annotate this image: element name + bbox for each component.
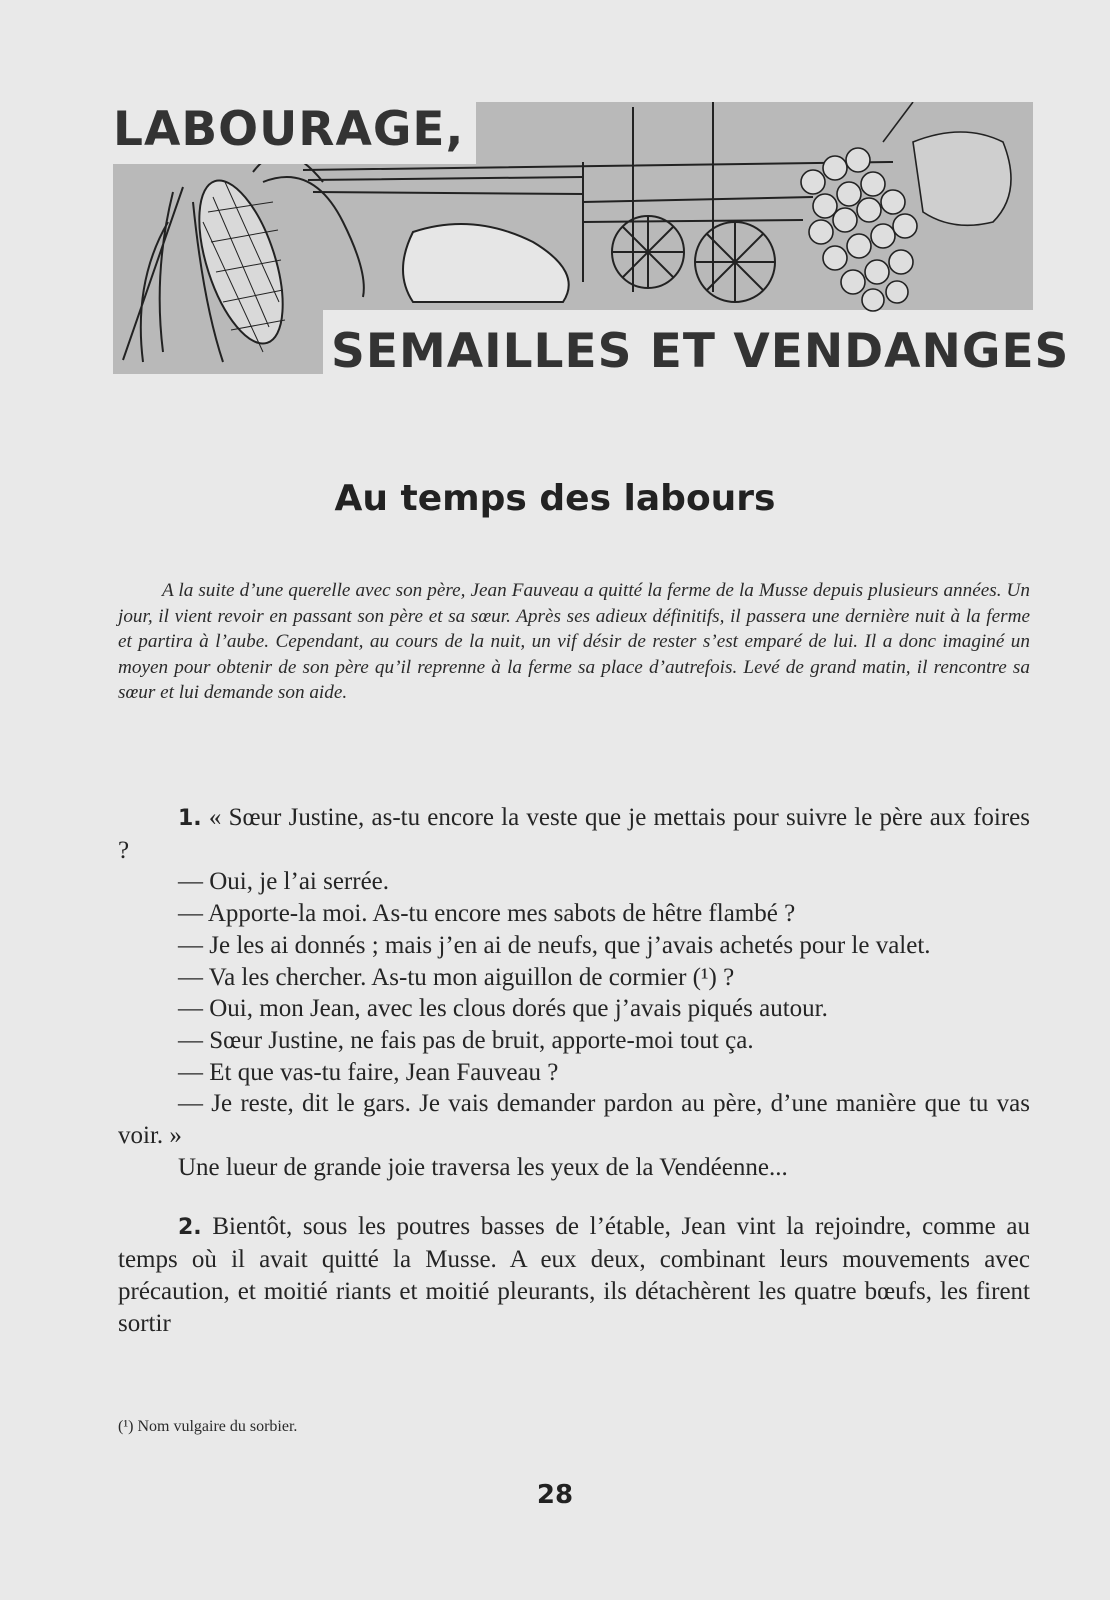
chapter-title-top: LABOURAGE,: [113, 102, 476, 164]
section-heading: Au temps des labours: [334, 478, 776, 519]
dialogue-line: — Oui, je l’ai serrée.: [178, 868, 390, 896]
dialogue-line: — Je les ai donnés ; mais j’en ai de neufs, que j’avais achetés pour le valet.: [178, 931, 931, 959]
dialogue-line: — Sœur Justine, ne fais pas de bruit, apporte-moi tout ça.: [178, 1026, 754, 1054]
dialogue-line: — Oui, mon Jean, avec les clous dorés que j’avais piqués autour.: [178, 995, 828, 1023]
footnote: (¹) Nom vulgaire du sorbier.: [118, 1418, 298, 1435]
body-text: [118, 802, 1030, 1339]
dialogue-line: — Je reste, dit le gars. Je vais demander pardon au père, d’une manière que tu vas voir. »: [118, 1090, 1030, 1150]
dialogue-line: — Va les chercher. As-tu mon aiguillon de cormier (¹) ?: [178, 963, 735, 991]
dialogue-line: — Et que vas-tu faire, Jean Fauveau ?: [178, 1058, 559, 1086]
narration-line: Une lueur de grande joie traversa les yeux de la Vendéenne...: [178, 1153, 788, 1181]
chapter-title-bottom: SEMAILLES ET VENDANGES: [331, 324, 1070, 379]
corn-icon: [123, 154, 364, 362]
section-number: 2.: [178, 1215, 202, 1241]
dialogue-line: — Apporte-la moi. As-tu encore mes sabots de hêtre flambé ?: [178, 900, 796, 928]
section-number: 1.: [178, 806, 202, 831]
paragraph-2: 2. Bientôt, sous les poutres basses de l’étable, Jean vint la rejoindre, comme au temps où il avait quitté la Musse. A eux deux, combinant leurs mouvements avec précaution, et moitié riants et moitié pleurants, ils détachèrent les quatre bœufs, les firent sortir: [118, 1213, 1030, 1337]
chapter-banner: [113, 102, 1070, 379]
paragraph-1: 1. « Sœur Justine, as-tu encore la veste que je mettais pour suivre le père aux foires ?: [118, 804, 1030, 864]
page-number: 28: [536, 1480, 574, 1510]
intro-paragraph: A la suite d’une querelle avec son père, Jean Fauveau a quitté la ferme de la Musse depuis plusieurs années. Un jour, il vient revoir en passant son père et sa sœur. Après ses adieux définitifs, il passera une dernière nuit à la ferme et partira à l’aube. Cependant, au cours de la nuit, un vif désir de rester s’est emparé de lui. Il a donc imaginé un moyen pour obtenir de son père qu’il reprenne à la ferme sa place d’autrefois. Levé de grand matin, il rencontre sa sœur et lui demande son aide.: [118, 580, 1030, 703]
grapes-icon: [801, 102, 1011, 311]
